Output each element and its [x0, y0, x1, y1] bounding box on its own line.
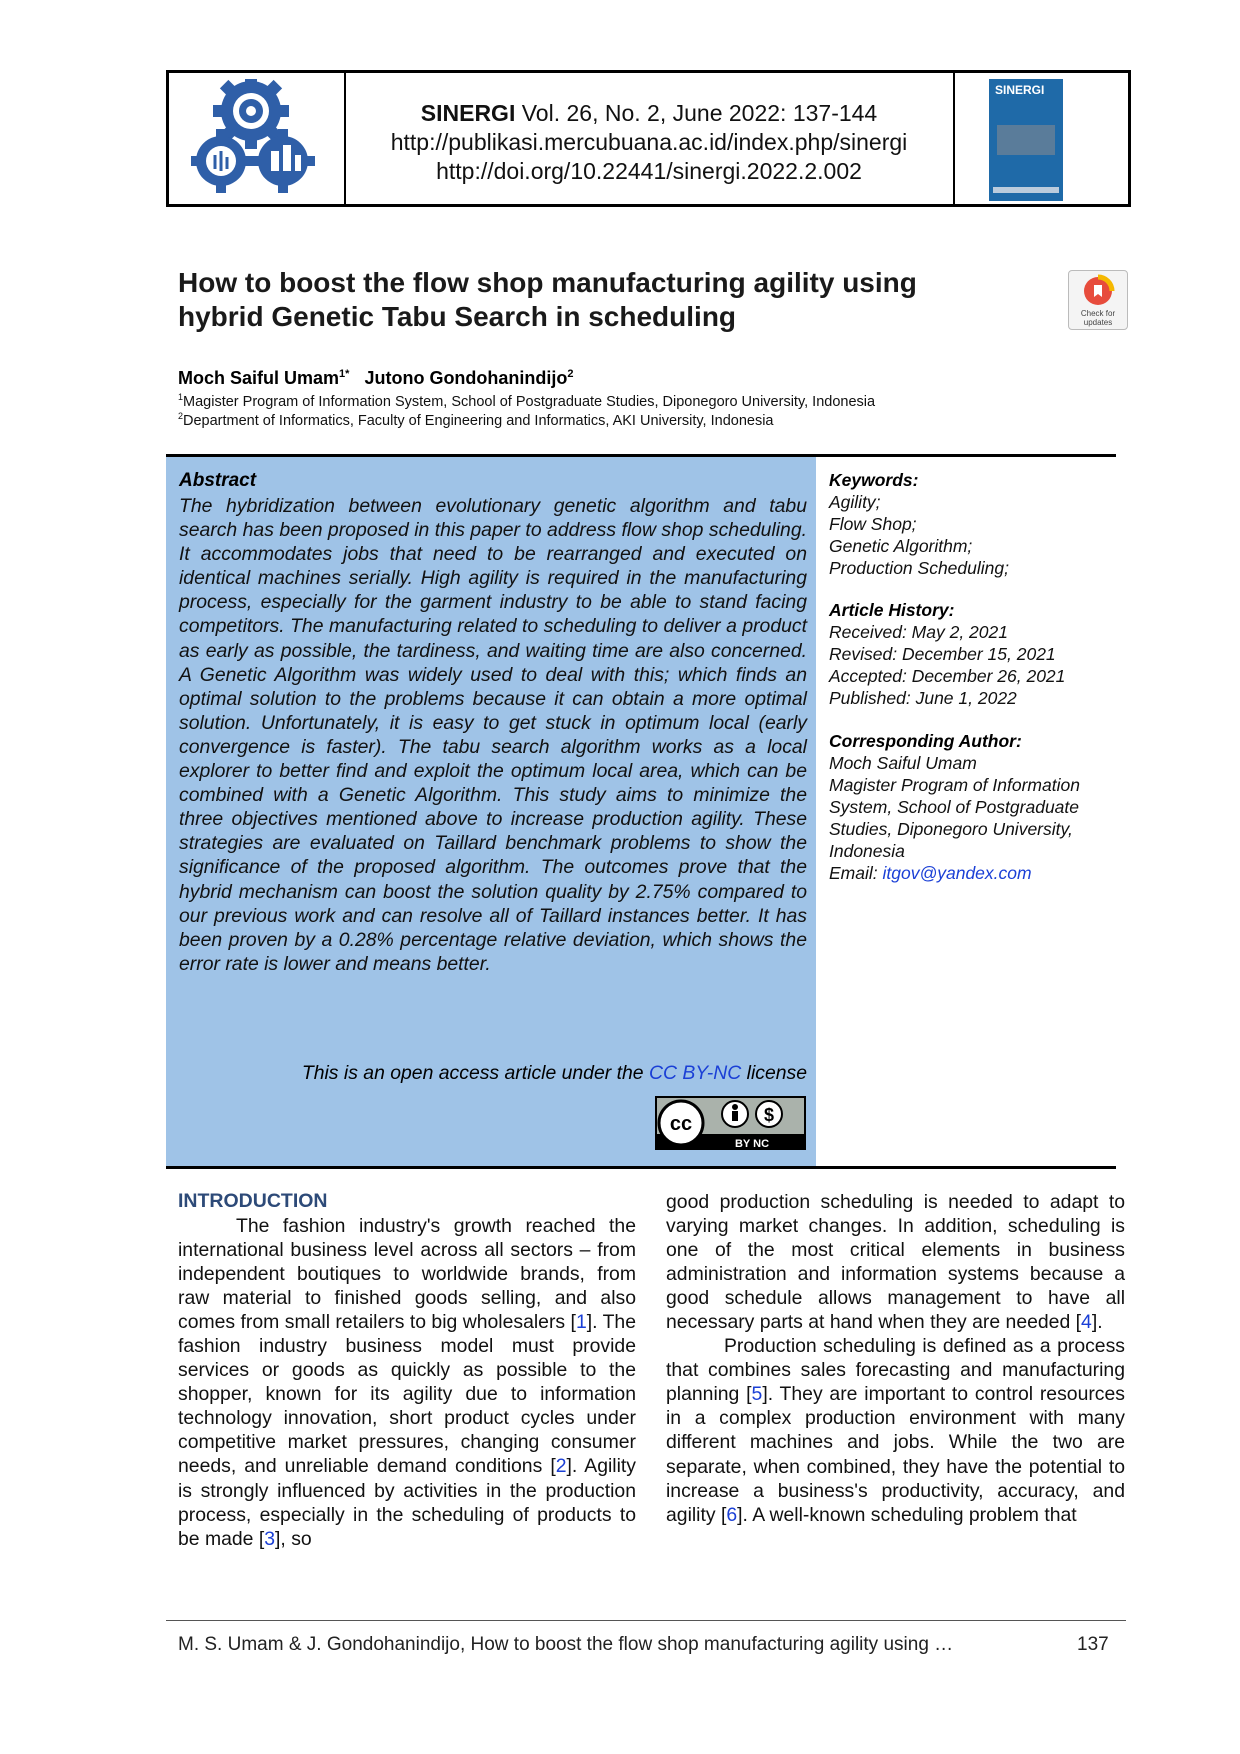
text-run: ]. [1091, 1311, 1103, 1334]
check-for-updates-badge[interactable] [1068, 270, 1128, 330]
running-footer: M. S. Umam & J. Gondohanindijo, How to boost the flow shop manufacturing agility using … [178, 1634, 954, 1655]
history-heading: Article History: [829, 600, 955, 620]
email-label: Email: [829, 863, 878, 883]
footer-rule [166, 1620, 1126, 1621]
author-list [178, 368, 574, 389]
affiliation-text: Department of Informatics, Faculty of Engineering and Informatics, AKI University, Indonesia [183, 412, 774, 429]
cc-badge-text: BY NC [734, 1138, 770, 1150]
text-run: Production scheduling is defined as a process that combines sales forecasting and manufacturing planning [ [666, 1335, 1125, 1406]
text-run: ]. Agility is strongly influenced by activities in the production process, especially in the scheduling of products to be made [ [178, 1455, 636, 1550]
text-column-left [178, 1214, 636, 1551]
history-item: Accepted: December 26, 2021 [829, 666, 1066, 686]
open-access-statement [179, 1062, 807, 1085]
svg-text:$: $ [763, 1105, 775, 1125]
citation-link[interactable]: 6 [726, 1503, 738, 1526]
text-column-right [666, 1190, 1125, 1527]
corresponding-line: Studies, Diponegoro University, [829, 819, 1073, 839]
history-item: Published: June 1, 2022 [829, 688, 1017, 708]
citation-link[interactable]: 1 [575, 1311, 587, 1334]
oa-prefix: This is an open access article under the [301, 1062, 644, 1084]
keyword-item: Genetic Algorithm; [829, 536, 973, 556]
history-item: Revised: December 15, 2021 [829, 644, 1056, 664]
affiliation [178, 392, 875, 410]
header-divider [953, 73, 955, 204]
abstract-heading: Abstract [179, 470, 257, 491]
check-updates-icon [1069, 271, 1127, 309]
header-divider [344, 73, 346, 204]
paragraph [666, 1190, 1125, 1334]
svg-text:cc: cc [669, 1113, 693, 1135]
keywords-heading: Keywords: [829, 470, 919, 490]
citation-link[interactable]: 5 [751, 1383, 763, 1406]
author-name: Moch Saiful Umam [178, 368, 340, 388]
text-run: ]. They are important to control resources in a complex production environment with many different machines and jobs. While the two are separate, when combined, they have the potential to increase a business's productivity, accuracy, and agility [ [666, 1383, 1125, 1526]
check-updates-line: Check for [1080, 309, 1116, 318]
citation-link[interactable]: 2 [555, 1455, 567, 1478]
sinergi-gear-logo-icon [191, 79, 316, 199]
text-run: ], so [275, 1527, 312, 1550]
journal-info [347, 99, 951, 186]
text-run: ]. A well-known scheduling problem that [737, 1503, 1077, 1526]
citation-link[interactable]: 4 [1081, 1311, 1092, 1334]
keyword-item: Production Scheduling; [829, 558, 1009, 578]
corresponding-email [829, 863, 1032, 884]
paragraph [178, 1214, 636, 1551]
paper-title [178, 266, 998, 334]
author-sup: 1* [339, 368, 350, 380]
text-run: good production scheduling is needed to adapt to varying market changes. In addition, scheduling is one of the most critical elements in business administration and information systems because a good schedule allows management to have all necessary parts at hand when they are needed [ [666, 1191, 1125, 1334]
journal-doi[interactable]: http://doi.org/10.22441/sinergi.2022.2.002 [436, 158, 862, 184]
abstract-bottom-rule [166, 1166, 1116, 1169]
corresponding-line: Indonesia [829, 841, 905, 861]
corresponding-line: System, School of Postgraduate [829, 797, 1079, 817]
affiliation-text: Magister Program of Information System, School of Postgraduate Studies, Diponegoro University, Indonesia [183, 393, 876, 410]
abstract-body: The hybridization between evolutionary genetic algorithm and tabu search has been proposed in this paper to address flow shop scheduling. It accommodates jobs that need to be rearranged and executed on identical machines serially. High agility is required in the manufacturing process, especially for the garment industry to be able to stand facing competitors. The manufacturing related to scheduling to deliver a product as early as possible, the tardiness, and waiting time are also concerned. A Genetic Algorithm was widely used to deal with this; which finds an optimal solution to the problems because it can obtain a more optimal solution. Unfortunately, it is easy to get stuck in optimum local (early convergence is faster). The tabu search algorithm works as a local explorer to better find and exploit the optimum local area, which can be combined with a Genetic Algorithm. This study aims to minimize the three objectives mentioned above to increase production agility. These strategies are evaluated on Taillard benchmark problems to show the significance of the proposed algorithm. The outcomes prove that the hybrid mechanism can boost the solution quality by 2.75% compared to our previous work and can resolve all of Taillard instances better. It has been proven by a 0.28% percentage relative deviation, which shows the error rate is lower and means better. [179, 495, 807, 975]
cover-strip [993, 187, 1059, 193]
author-sup: 2 [567, 368, 574, 380]
cover-title: SINERGI [995, 83, 1045, 97]
title-line: hybrid Genetic Tabu Search in scheduling [178, 301, 737, 332]
history-item: Received: May 2, 2021 [829, 622, 1008, 642]
affiliation-sup: 1 [178, 392, 184, 402]
keyword-item: Flow Shop; [829, 514, 917, 534]
check-updates-label [1069, 309, 1127, 327]
section-heading: INTRODUCTION [178, 1190, 328, 1212]
email-link[interactable]: itgov@yandex.com [882, 863, 1032, 883]
citation-link[interactable]: 3 [264, 1527, 276, 1550]
keyword-item: Agility; [829, 492, 881, 512]
cc-by-nc-badge-icon[interactable] [655, 1096, 806, 1150]
text-run: ]. The fashion industry business model must provide services or goods as quickly as possible to the shopper, known for its agility due to information technology innovation, short product cycles under competitive market pressures, changing consumer needs, and unreliable demand conditions [ [178, 1311, 636, 1478]
journal-issue: Vol. 26, No. 2, June 2022: 137-144 [521, 100, 878, 126]
cc-license-link[interactable]: CC BY-NC [648, 1062, 742, 1084]
text-run: The fashion industry's growth reached the international business level across all sectors – from independent boutiques to worldwide brands, from raw material to finished goods selling, and also comes from small retailers to big wholesalers [ [178, 1215, 636, 1334]
journal-cover-thumbnail [989, 79, 1063, 201]
corresponding-line: Moch Saiful Umam [829, 753, 977, 773]
author-name: Jutono Gondohanindijo [364, 368, 568, 388]
oa-suffix: license [746, 1062, 807, 1084]
paragraph [666, 1334, 1125, 1526]
journal-url[interactable]: http://publikasi.mercubuana.ac.id/index.php/sinergi [390, 129, 908, 155]
cover-image [997, 125, 1055, 155]
journal-header [166, 70, 1131, 207]
title-line: How to boost the flow shop manufacturing agility using [178, 267, 917, 298]
affiliation [178, 411, 774, 429]
corresponding-heading: Corresponding Author: [829, 731, 1022, 751]
journal-name: SINERGI [420, 100, 516, 126]
check-updates-line: updates [1083, 318, 1113, 327]
page-number: 137 [1077, 1634, 1109, 1655]
affiliation-sup: 2 [178, 411, 184, 421]
corresponding-line: Magister Program of Information [829, 775, 1080, 795]
